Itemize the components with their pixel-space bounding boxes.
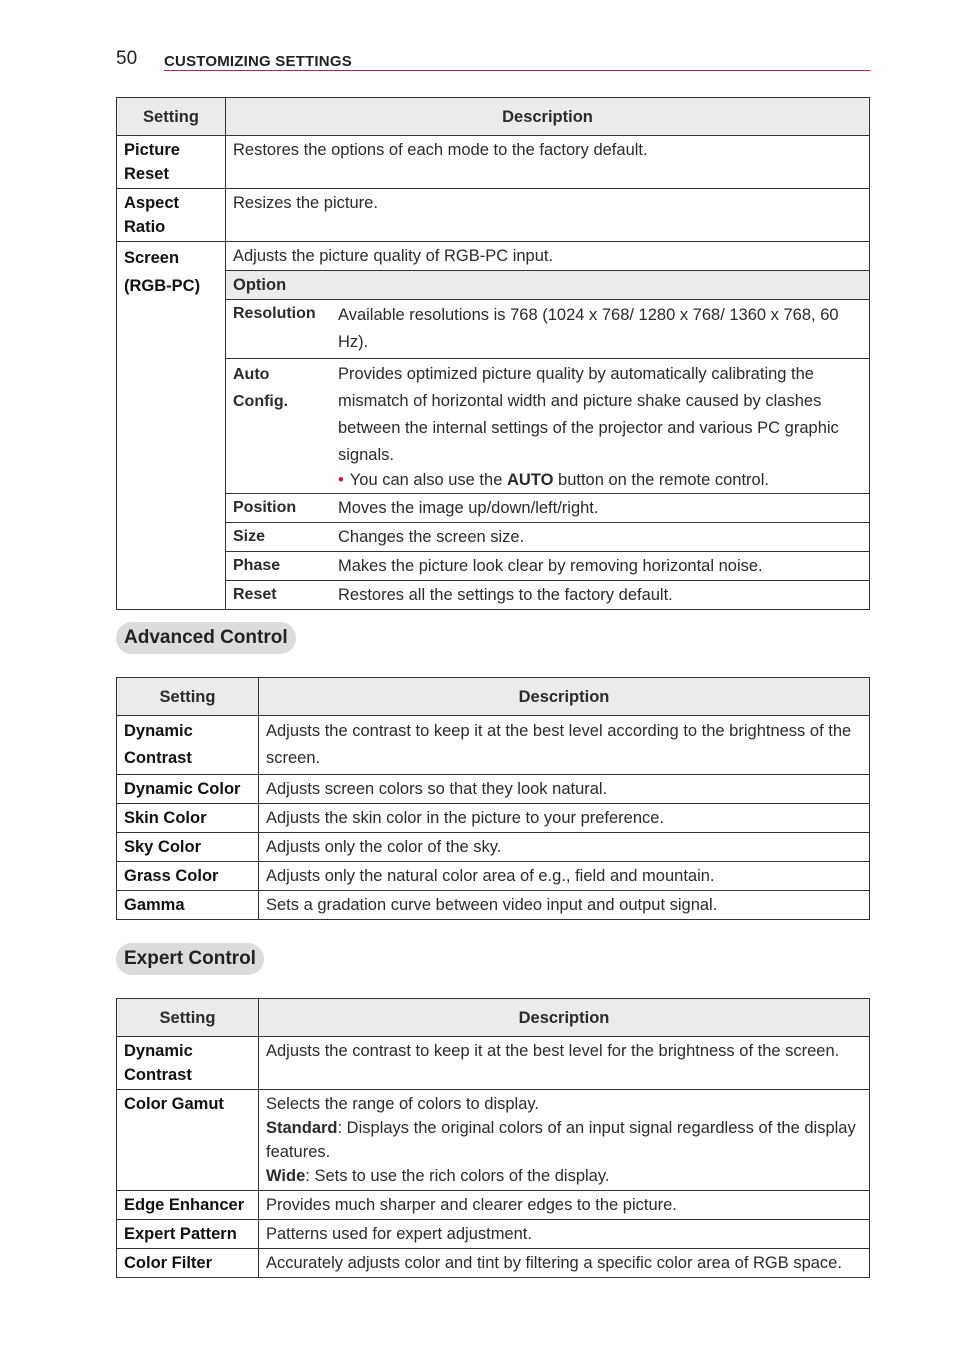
- setting-description: Adjusts the skin color in the picture to your preference.: [259, 804, 870, 833]
- table-row: [117, 775, 870, 804]
- option-name: Position: [226, 494, 331, 523]
- setting-description: Restores the options of each mode to the factory default.: [226, 136, 870, 189]
- picture-settings-table: [116, 97, 870, 610]
- setting-name: Screen (RGB-PC): [117, 242, 226, 610]
- setting-name: Picture Reset: [117, 136, 226, 189]
- screen-options-table: [226, 242, 869, 609]
- setting-name: Edge Enhancer: [117, 1191, 259, 1220]
- option-description: Makes the picture look clear by removing horizontal noise.: [331, 552, 869, 581]
- option-label: Option: [226, 271, 869, 300]
- page-header: [116, 48, 870, 72]
- setting-name: Aspect Ratio: [117, 189, 226, 242]
- table-row: [117, 1249, 870, 1278]
- page-number: 50: [116, 48, 138, 69]
- setting-name: Dynamic Contrast: [117, 1037, 259, 1090]
- gamut-standard: Standard: Displays the original colors of an input signal regardless of the display features.: [266, 1119, 856, 1161]
- option-name: Resolution: [226, 300, 331, 359]
- table-row: [117, 862, 870, 891]
- gamut-wide: Wide: Sets to use the rich colors of the display.: [266, 1167, 610, 1185]
- column-header-description: Description: [226, 98, 870, 136]
- table-header-row: [117, 678, 870, 716]
- setting-name: Skin Color: [117, 804, 259, 833]
- table-row-screen: [117, 242, 870, 610]
- setting-name: Sky Color: [117, 833, 259, 862]
- table-row: [117, 891, 870, 920]
- setting-description: Adjusts the contrast to keep it at the best level for the brightness of the screen.: [259, 1037, 870, 1090]
- option-name: Phase: [226, 552, 331, 581]
- advanced-control-heading: Advanced Control: [116, 622, 296, 654]
- setting-description: Adjusts only the color of the sky.: [259, 833, 870, 862]
- setting-description: Adjusts the contrast to keep it at the best level according to the brightness of the screen.: [259, 716, 870, 775]
- setting-description: Selects the range of colors to display.: [266, 1095, 540, 1113]
- setting-name: Dynamic Contrast: [117, 716, 259, 775]
- setting-description: Provides much sharper and clearer edges to the picture.: [259, 1191, 870, 1220]
- setting-description: Sets a gradation curve between video input and output signal.: [259, 891, 870, 920]
- setting-name: Expert Pattern: [117, 1220, 259, 1249]
- table-row: [117, 136, 870, 189]
- option-name: Auto Config.: [226, 359, 331, 494]
- column-header-setting: Setting: [117, 678, 259, 716]
- table-row: [117, 1191, 870, 1220]
- screen-description: Adjusts the picture quality of RGB-PC input.: [226, 242, 869, 271]
- setting-name: Gamma: [117, 891, 259, 920]
- table-row: [117, 716, 870, 775]
- setting-name: Grass Color: [117, 862, 259, 891]
- remote-note: • You can also use the AUTO button on the remote control.: [338, 471, 769, 489]
- option-name: Size: [226, 523, 331, 552]
- option-description: Restores all the settings to the factory default.: [338, 586, 673, 604]
- column-header-setting: Setting: [117, 999, 259, 1037]
- auto-button-key: AUTO: [506, 471, 554, 489]
- setting-description: Adjusts screen colors so that they look natural.: [259, 775, 870, 804]
- column-header-description: Description: [259, 999, 870, 1037]
- section-name: CUSTOMIZING SETTINGS: [164, 53, 352, 70]
- table-row-color-gamut: [117, 1090, 870, 1191]
- setting-name: Dynamic Color: [117, 775, 259, 804]
- bullet-icon: •: [338, 471, 344, 489]
- table-header-row: [117, 999, 870, 1037]
- table-row: [117, 833, 870, 862]
- setting-description: Resizes the picture.: [226, 189, 870, 242]
- header-rule: [164, 70, 870, 71]
- option-description: Changes the screen size.: [331, 523, 869, 552]
- option-description: Moves the image up/down/left/right.: [331, 494, 869, 523]
- table-header-row: [117, 98, 870, 136]
- setting-name: Color Gamut: [117, 1090, 259, 1191]
- setting-name: Color Filter: [117, 1249, 259, 1278]
- column-header-setting: Setting: [117, 98, 226, 136]
- setting-description: Adjusts only the natural color area of e.g., field and mountain.: [259, 862, 870, 891]
- advanced-control-table: [116, 677, 870, 920]
- option-description: Available resolutions is 768 (1024 x 768/ 1280 x 768/ 1360 x 768, 60 Hz).: [331, 300, 869, 359]
- expert-control-heading: Expert Control: [116, 943, 264, 975]
- expert-control-table: [116, 998, 870, 1278]
- table-row: [117, 804, 870, 833]
- column-header-description: Description: [259, 678, 870, 716]
- table-row: [117, 1220, 870, 1249]
- setting-description: Accurately adjusts color and tint by filtering a specific color area of RGB space.: [259, 1249, 870, 1278]
- setting-description: Patterns used for expert adjustment.: [259, 1220, 870, 1249]
- option-name: Reset: [233, 586, 277, 603]
- table-row: [117, 1037, 870, 1090]
- option-description: Provides optimized picture quality by automatically calibrating the mismatch of horizontal width and picture shake caused by clashes between the internal settings of the projector and various PC graphic signals.: [338, 365, 839, 464]
- table-row: [117, 189, 870, 242]
